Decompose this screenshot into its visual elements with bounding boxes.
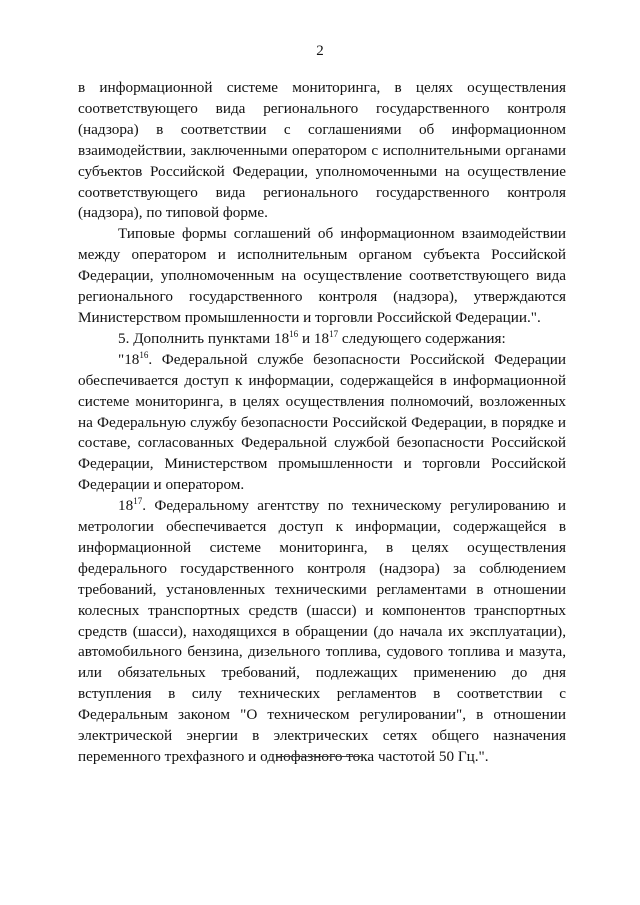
paragraph-monitoring-continuation: в информационной системе мониторинга, в целях осуществления соответствующего вида регионального государственного контроля (надзора) в соответствии с соглашениями об информационном взаимодействии, заключенными оператором с исполнительными органами субъектов Российской Федерации, уполномоченными на осуществление соответствующего вида регионального государственного контроля (надзора), по типовой форме. (78, 79, 566, 222)
item-18-17-number: 18 (118, 497, 134, 515)
item-18-16-sup: 16 (139, 349, 149, 360)
document-body (78, 78, 566, 768)
paragraph-typical-forms: Типовые формы соглашений об информационном взаимодействии между оператором и исполнительным органом субъекта Российской Федерации, уполномоченным на осуществление соответствующего вида регионального государственного контроля (надзора), утверждаются Министерством промышленности и торговли Российской Федерации.". (78, 225, 566, 326)
item-18-17-text: . Федеральному агентству по техническому регулированию и метрологии обеспечивается доступ к информации, содержащейся в информационной системе мониторинга, в целях осуществления федерального государственного контроля (надзора) за соблюдением требований, установленных техническими регламентами в отношении колесных транспортных средств (шасси) и компонентов транспортных средств (шасси), находящихся в обращении (до начала их эксплуатации), автомобильного бензина, дизельного топлива, судового топлива и мазута, или обязательных требований, подлежащих применению до дня вступления в силу технических регламентов в соответствии с Федеральным законом "О техническом регулировании", в отношении электрической энергии в электрических сетях общего назначения переменного трехфазного и однофазного тока частотой 50 Гц.". (78, 497, 566, 765)
paragraph-item-18-16 (78, 350, 566, 496)
footer-divider (277, 756, 363, 757)
amendment-5-text-mid: и 18 (298, 329, 330, 347)
item-18-17-sup: 17 (133, 496, 143, 507)
amendment-5-sup-16: 16 (289, 328, 299, 339)
item-18-16-number: "18 (118, 350, 140, 368)
amendment-5-text-pre: 5. Дополнить пунктами 18 (118, 329, 290, 347)
paragraph-item-18-17 (78, 496, 566, 768)
amendment-5-sup-17: 17 (329, 328, 339, 339)
amendment-5-text-post: следующего содержания: (338, 329, 506, 347)
page-number: 2 (316, 43, 324, 59)
item-18-16-text: . Федеральной службе безопасности Российской Федерации обеспечивается доступ к информации, содержащейся в информационной системе мониторинга, в целях осуществления полномочий, возложенных на Федеральную службу безопасности Российской Федерации, в порядке и составе, согласованных Федеральной службой безопасности Российской Федерации, Министерством промышленности и торговли Российской Федерации и оператором. (78, 350, 566, 494)
paragraph-amendment-5 (78, 329, 566, 350)
